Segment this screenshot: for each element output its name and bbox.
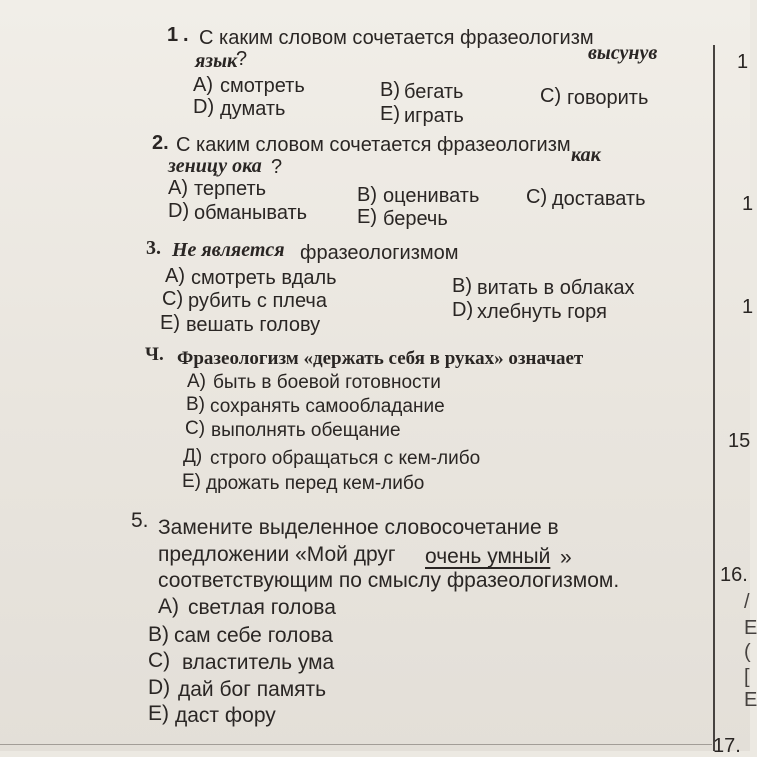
q5-option-c-text: властитель ума bbox=[182, 651, 335, 674]
q3-option-b-text: витать в облаках bbox=[477, 277, 635, 299]
q1-option-b-text: бегать bbox=[404, 81, 464, 103]
right-number-16: 16. bbox=[720, 564, 748, 586]
right-fragment-5: E bbox=[744, 689, 757, 711]
right-number-17: 17. bbox=[713, 735, 741, 757]
question-5-number: 5. bbox=[131, 509, 149, 532]
q3-option-d-letter: D) bbox=[452, 299, 474, 321]
question-3-number: 3. bbox=[146, 237, 161, 259]
q2-option-b-text: оценивать bbox=[383, 185, 480, 207]
q2-option-a-letter: A) bbox=[168, 177, 188, 199]
q1-option-a-letter: A) bbox=[193, 74, 213, 96]
q2-option-c-letter: C) bbox=[526, 186, 548, 208]
question-5-underlined-phrase: очень умный bbox=[425, 545, 551, 568]
q1-option-c-text: говорить bbox=[567, 87, 649, 109]
question-5-prompt-line2-after: » bbox=[560, 546, 572, 569]
q5-option-b-text: сам себе голова bbox=[174, 624, 333, 647]
right-number-1: 1 bbox=[737, 51, 749, 73]
right-number-2: 1 bbox=[742, 193, 754, 215]
q2-option-e-letter: E) bbox=[357, 206, 377, 228]
q3-option-c-letter: C) bbox=[162, 288, 184, 310]
q5-option-e-letter: E) bbox=[148, 702, 169, 725]
question-2-prompt: С каким словом сочетается фразеологизм bbox=[176, 134, 571, 156]
q3-option-d-text: хлебнуть горя bbox=[477, 301, 607, 323]
question-3-emphasis: Не является bbox=[172, 239, 285, 261]
question-1-phrase: высунув bbox=[588, 42, 658, 64]
q4-option-c-letter: C) bbox=[185, 418, 206, 439]
q2-option-a-text: терпеть bbox=[194, 178, 267, 200]
q5-option-d-text: дай бог память bbox=[178, 678, 327, 701]
q5-option-a-text: светлая голова bbox=[188, 596, 336, 619]
q5-option-d-letter: D) bbox=[148, 676, 171, 699]
q4-option-e-letter: E) bbox=[182, 471, 201, 492]
question-2-phrase: как bbox=[571, 144, 601, 166]
q4-option-b-letter: B) bbox=[186, 394, 205, 415]
q4-option-d-text: строго обращаться с кем-либо bbox=[210, 448, 481, 469]
q3-option-a-text: смотреть вдаль bbox=[191, 267, 337, 289]
question-1-phrase-line2: язык bbox=[195, 50, 238, 72]
question-3-prompt: фразеологизмом bbox=[300, 242, 459, 264]
right-fragment-1: / bbox=[744, 591, 750, 613]
page-bottom-edge bbox=[0, 744, 712, 745]
q1-option-d-text: думать bbox=[220, 98, 286, 120]
q4-option-a-letter: A) bbox=[187, 371, 206, 392]
q5-option-a-letter: A) bbox=[158, 595, 179, 618]
question-4-prompt: Фразеологизм «держать себя в руках» означает bbox=[177, 348, 584, 369]
question-5-prompt-line1: Замените выделенное словосочетание в bbox=[158, 516, 559, 539]
question-2-punct: ? bbox=[271, 156, 283, 178]
q5-option-c-letter: C) bbox=[148, 649, 171, 672]
right-number-3: 1 bbox=[742, 296, 754, 318]
question-2-number: 2. bbox=[152, 132, 169, 154]
q3-option-e-text: вешать голову bbox=[186, 314, 321, 336]
q1-option-b-letter: B) bbox=[380, 79, 400, 101]
q3-option-b-letter: B) bbox=[452, 275, 472, 297]
q1-option-c-letter: C) bbox=[540, 85, 562, 107]
q4-option-d-letter: Д) bbox=[183, 446, 203, 467]
right-fragment-4: [ bbox=[744, 666, 750, 688]
q2-option-d-text: обманывать bbox=[194, 202, 308, 224]
q1-option-d-letter: D) bbox=[193, 96, 215, 118]
q1-option-e-text: играть bbox=[404, 105, 464, 127]
q2-option-e-text: беречь bbox=[383, 208, 448, 230]
question-4-number: Ч. bbox=[145, 344, 164, 365]
q3-option-c-text: рубить с плеча bbox=[188, 290, 327, 312]
question-5-prompt-line3: соответствующим по смыслу фразеологизмом. bbox=[158, 569, 620, 592]
q2-option-c-text: доставать bbox=[552, 188, 646, 210]
q3-option-a-letter: A) bbox=[165, 265, 185, 287]
q4-option-a-text: быть в боевой готовности bbox=[213, 372, 441, 393]
q5-option-e-text: даст фору bbox=[175, 704, 276, 727]
q2-option-b-letter: B) bbox=[357, 184, 377, 206]
q1-option-e-letter: E) bbox=[380, 103, 400, 125]
question-2-phrase-line2: зеницу ока bbox=[168, 155, 262, 177]
question-5-prompt-line2-before: предложении «Мой друг bbox=[158, 543, 396, 566]
right-fragment-2: E bbox=[744, 617, 757, 639]
question-1-dot: . bbox=[183, 24, 189, 46]
column-divider bbox=[713, 45, 715, 751]
q4-option-c-text: выполнять обещание bbox=[211, 420, 401, 441]
q5-option-b-letter: B) bbox=[148, 623, 169, 646]
right-fragment-3: ( bbox=[744, 641, 751, 663]
question-1-prompt: С каким словом сочетается фразеологизм bbox=[199, 27, 594, 49]
q4-option-e-text: дрожать перед кем-либо bbox=[206, 473, 425, 494]
q1-option-a-text: смотреть bbox=[220, 75, 305, 97]
q2-option-d-letter: D) bbox=[168, 200, 190, 222]
q4-option-b-text: сохранять самообладание bbox=[210, 396, 445, 417]
right-number-15: 15 bbox=[728, 430, 751, 452]
question-1-number: 1 bbox=[167, 24, 179, 46]
q3-option-e-letter: E) bbox=[160, 312, 180, 334]
question-1-punct: ? bbox=[236, 48, 248, 70]
